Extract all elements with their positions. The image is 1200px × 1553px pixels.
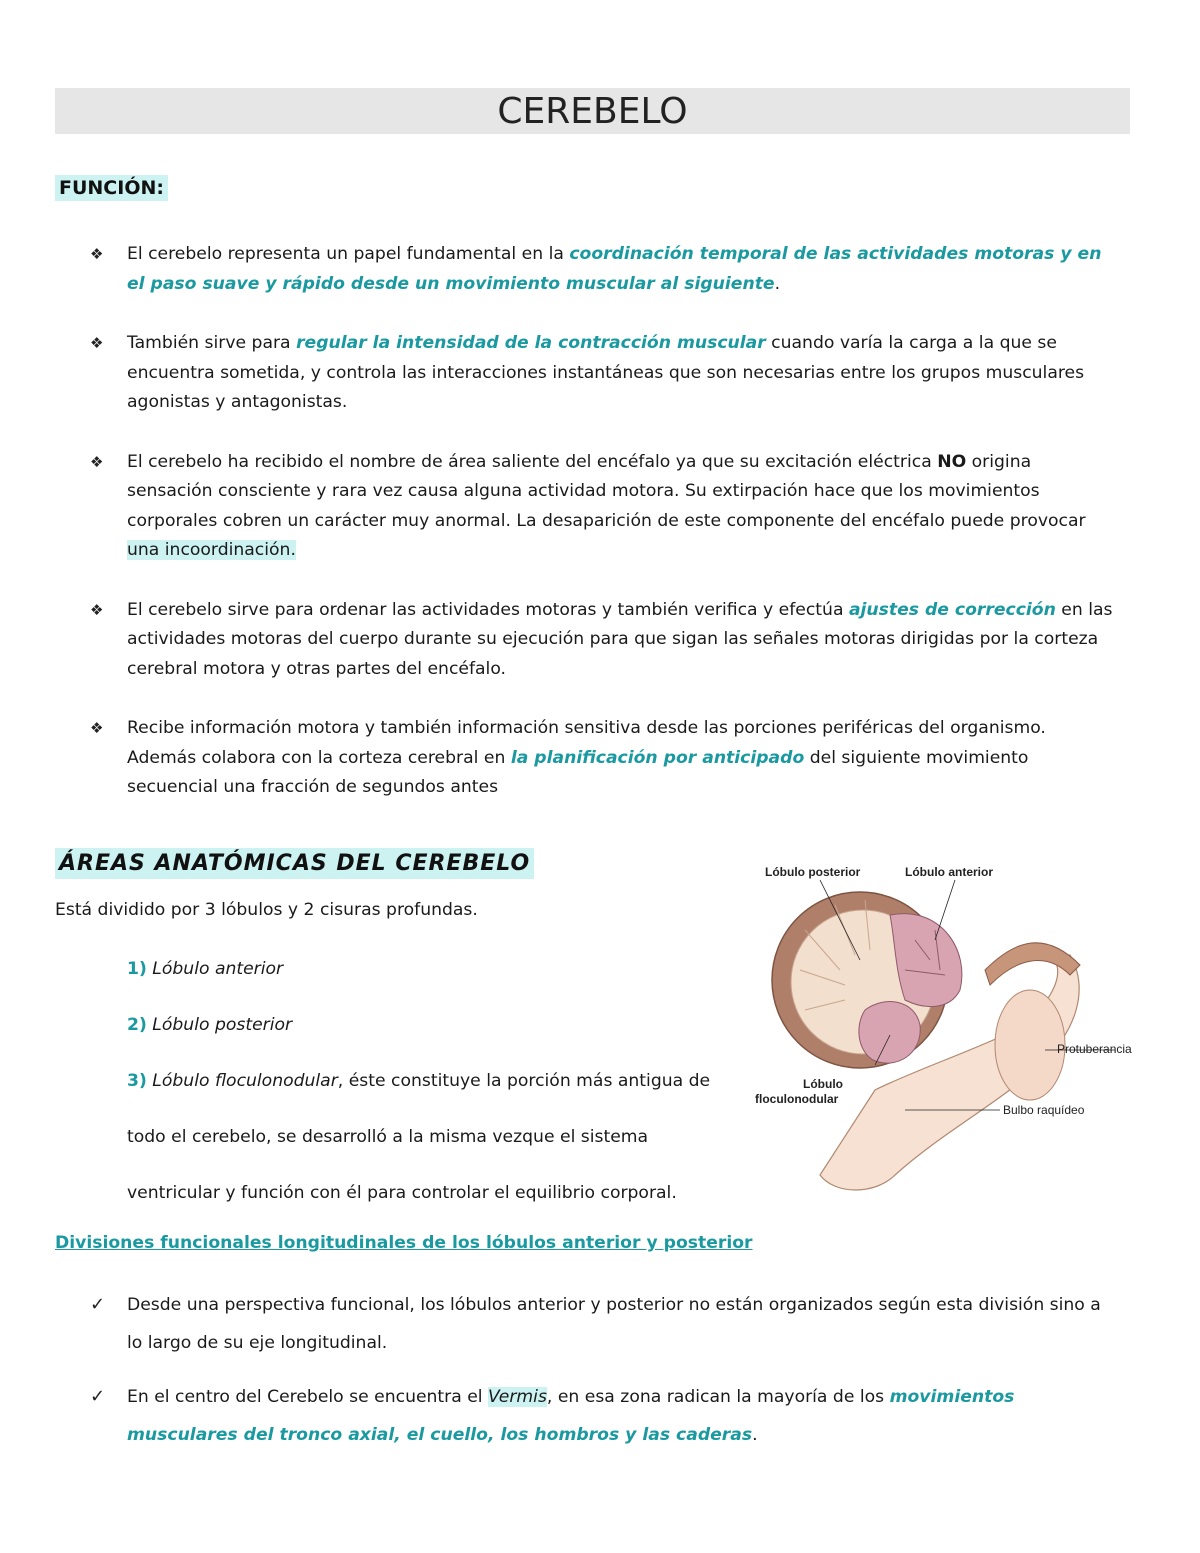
lobe-description-continued: todo el cerebelo, se desarrolló a la misma vezque el sistema [127,1127,649,1147]
areas-section [55,848,534,879]
funcion-bullet [90,596,1120,685]
funcion-bullet-list [90,240,1120,833]
label-lobulo-anterior: Lóbulo anterior [905,865,993,879]
label-lobulo-posterior: Lóbulo posterior [765,865,861,879]
bullet-text [127,718,1046,797]
diamond-bullet-icon: ❖ [90,334,104,352]
lobe-name: Lóbulo anterior [152,959,284,979]
diamond-bullet-icon: ❖ [90,452,104,471]
areas-heading: ÁREAS ANATÓMICAS DEL CEREBELO [55,848,534,879]
page-title: CEREBELO [497,91,688,132]
lobe-description-continued: ventricular y función con él para controlar el equilibrio corporal. [127,1183,677,1203]
text-segment: Desde una perspectiva funcional, los lóbulos anterior y posterior no están organizados según esta división sino a lo largo de su eje longitudinal. [127,1295,1101,1353]
cerebellum-figure [745,860,1155,1200]
highlighted-phrase: movimientos musculares del tronco axial, el cuello, los hombros y las caderas [127,1387,1015,1445]
funcion-bullet [90,329,1120,418]
text-segment: , en esa zona radican la mayoría de los [546,1387,890,1407]
diamond-bullet-icon: ❖ [90,600,104,619]
text-segment: El cerebelo sirve para ordenar las actividades motoras y también verifica y efectúa [127,599,849,620]
label-floculonodular-1: Lóbulo [803,1077,843,1091]
text-segment: Recibe información motora y también información sensitiva desde las porciones periféricas del organismo. Además colabora con la corteza cerebral en [127,718,1046,768]
lobe-number: 3) [127,1071,147,1091]
checkmark-icon: ✓ [90,1386,106,1407]
text-segment: . [774,273,781,294]
lobe-number: 2) [127,1015,147,1035]
lobe-item [127,1067,727,1123]
text-segment: del siguiente movimiento secuencial una fracción de segundos antes [127,747,1029,797]
highlighted-phrase: coordinación temporal de las actividades motoras y en el paso suave y rápido desde un movimiento muscular al siguiente [127,244,1102,294]
diamond-bullet-icon: ❖ [90,719,104,737]
lobe-item [127,1011,727,1067]
shaded-phrase: una incoordinación. [127,540,296,560]
vermis-term: Vermis [488,1387,547,1407]
label-bulbo-raquideo: Bulbo raquídeo [1003,1103,1085,1117]
funcion-bullet [90,714,1120,803]
check-text [127,1387,1014,1445]
label-floculonodular-2: floculonodular [755,1092,839,1106]
check-text [127,1295,1101,1353]
lobe-number: 1) [127,959,147,979]
text-segment: . [752,1425,758,1445]
lobe-list [127,955,727,1235]
text-segment: origina sensación consciente y rara vez causa alguna actividad motora. Su extirpación hace que los movimientos corporales cobren un carácter muy anormal. La desaparición de este componente del encéfalo puede provocar [127,451,1086,531]
funcion-bullet [90,240,1120,299]
text-segment: El cerebelo ha recibido el nombre de área saliente del encéfalo ya que su excitación eléctrica [127,451,938,472]
check-item [90,1286,1120,1362]
label-protuberancia: Protuberancia [1057,1042,1132,1056]
text-segment: El cerebelo representa un papel fundamental en la [127,244,570,264]
bold-word: NO [937,451,967,472]
divisiones-list [90,1286,1120,1470]
highlighted-phrase: ajustes de corrección [848,599,1056,620]
text-segment: También sirve para [127,333,297,353]
title-bar [55,88,1130,134]
bullet-text [127,600,1113,679]
highlighted-phrase: la planificación por anticipado [510,747,805,768]
text-segment: cuando varía la carga a la que se encuentra sometida, y controla las interacciones instantáneas que son necesarias entre los grupos musculares agonistas y antagonistas. [127,333,1085,412]
bullet-text [127,333,1084,412]
checkmark-icon: ✓ [90,1294,106,1315]
bullet-text [127,452,1086,561]
divisiones-heading: Divisiones funcionales longitudinales de los lóbulos anterior y posterior [55,1233,753,1253]
cerebellum-illustration [745,860,1155,1200]
lobe-name: Lóbulo floculonodular [152,1071,338,1091]
lobe-description: , éste constituye la porción más antigua de [337,1071,711,1091]
check-item [90,1378,1120,1454]
funcion-bullet [90,448,1120,566]
lobe-name: Lóbulo posterior [152,1015,293,1035]
bullet-text [127,244,1101,294]
diamond-bullet-icon: ❖ [90,245,104,263]
highlighted-phrase: regular la intensidad de la contracción muscular [296,333,766,353]
text-segment: En el centro del Cerebelo se encuentra el [127,1387,489,1407]
lobe-item [127,955,727,1011]
text-segment: en las actividades motoras del cuerpo durante su ejecución para que sigan las señales motoras dirigidas por la corteza cerebral motora y otras partes del encéfalo. [127,599,1113,679]
funcion-heading: FUNCIÓN: [55,175,168,201]
areas-intro: Está dividido por 3 lóbulos y 2 cisuras profundas. [55,900,478,920]
